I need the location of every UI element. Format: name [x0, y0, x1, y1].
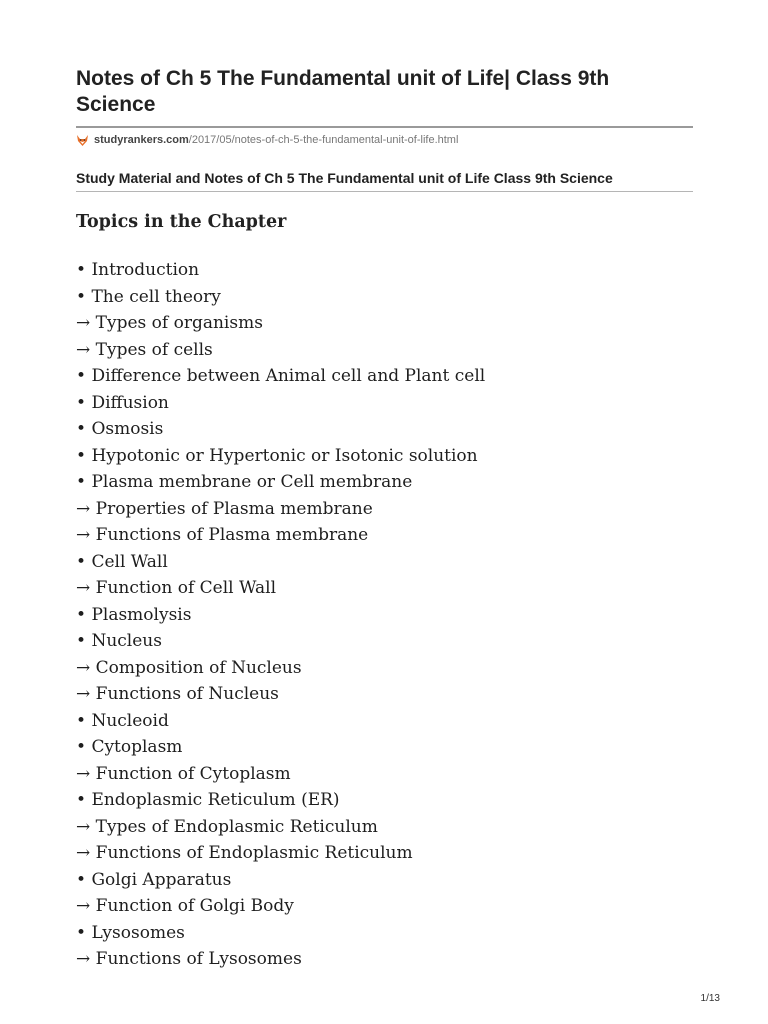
document-subtitle: Study Material and Notes of Ch 5 The Fundamental unit of Life Class 9th Science	[76, 170, 613, 186]
topic-text: Composition of Nucleus	[95, 657, 302, 678]
topic-text: Golgi Apparatus	[91, 869, 232, 890]
bullet-marker: •	[76, 869, 87, 890]
topic-text: Introduction	[91, 260, 200, 280]
arrow-marker: →	[76, 816, 91, 837]
list-item	[76, 814, 485, 841]
topic-text: Types of Endoplasmic Reticulum	[95, 816, 378, 837]
arrow-marker: →	[76, 498, 91, 519]
bullet-marker: •	[76, 419, 87, 439]
bullet-marker: •	[76, 260, 87, 280]
arrow-marker: →	[76, 578, 91, 598]
topic-text: Difference between Animal cell and Plant cell	[91, 366, 486, 386]
arrow-marker: →	[76, 843, 91, 863]
topic-text: Lysosomes	[91, 922, 185, 943]
bullet-marker: •	[76, 922, 87, 943]
bullet-marker: •	[76, 551, 87, 572]
list-item	[76, 469, 485, 496]
topic-text: Functions of Lysosomes	[95, 949, 302, 969]
list-item	[76, 840, 485, 867]
topic-text: Hypotonic or Hypertonic or Isotonic solution	[91, 445, 478, 466]
topic-text: Functions of Plasma membrane	[95, 525, 369, 545]
section-heading: Topics in the Chapter	[76, 212, 287, 232]
bullet-marker: •	[76, 604, 87, 625]
topic-text: Functions of Nucleus	[95, 684, 279, 704]
topic-text: Plasmolysis	[91, 604, 192, 625]
list-item	[76, 337, 485, 364]
list-item	[76, 549, 485, 576]
arrow-marker: →	[76, 896, 91, 916]
list-item	[76, 920, 485, 947]
bullet-marker: •	[76, 366, 87, 386]
page-number: 1/13	[700, 993, 720, 1004]
arrow-marker: →	[76, 313, 91, 333]
topic-text: Function of Golgi Body	[95, 896, 294, 916]
list-item	[76, 416, 485, 443]
topic-text: Nucleoid	[91, 710, 169, 731]
list-item	[76, 496, 485, 523]
list-item	[76, 310, 485, 337]
list-item	[76, 443, 485, 470]
document-page	[76, 0, 693, 1024]
arrow-marker: →	[76, 339, 91, 360]
list-item	[76, 708, 485, 735]
topic-text: Function of Cell Wall	[95, 578, 277, 598]
topic-text: Endoplasmic Reticulum (ER)	[91, 790, 340, 810]
list-item	[76, 946, 485, 973]
list-item	[76, 602, 485, 629]
bullet-marker: •	[76, 737, 87, 757]
bullet-marker: •	[76, 631, 87, 651]
arrow-marker: →	[76, 949, 91, 969]
topic-text: Osmosis	[91, 419, 164, 439]
list-item	[76, 522, 485, 549]
list-item	[76, 867, 485, 894]
arrow-marker: →	[76, 684, 91, 704]
fox-icon	[76, 134, 89, 147]
source-url[interactable]	[76, 132, 458, 148]
list-item	[76, 284, 485, 311]
source-domain[interactable]: studyrankers.com	[94, 134, 189, 146]
bullet-marker: •	[76, 286, 87, 307]
bullet-marker: •	[76, 710, 87, 731]
bullet-marker: •	[76, 472, 87, 492]
topic-text: Nucleus	[91, 631, 162, 651]
topic-text: Types of organisms	[95, 313, 263, 333]
arrow-marker: →	[76, 763, 91, 784]
list-item	[76, 655, 485, 682]
bullet-marker: •	[76, 445, 87, 466]
topic-text: Types of cells	[95, 339, 213, 360]
source-path[interactable]: /2017/05/notes-of-ch-5-the-fundamental-unit-of-life.html	[188, 134, 459, 146]
topic-text: Plasma membrane or Cell membrane	[91, 472, 413, 492]
list-item	[76, 681, 485, 708]
arrow-marker: →	[76, 525, 91, 545]
subtitle-divider	[76, 191, 693, 192]
arrow-marker: →	[76, 657, 91, 678]
list-item	[76, 257, 485, 284]
topic-text: Cell Wall	[91, 551, 168, 572]
topic-text: Functions of Endoplasmic Reticulum	[95, 843, 413, 863]
title-divider	[76, 126, 693, 128]
topic-text: Diffusion	[91, 392, 169, 413]
bullet-marker: •	[76, 392, 87, 413]
list-item	[76, 575, 485, 602]
list-item	[76, 787, 485, 814]
list-item	[76, 761, 485, 788]
list-item	[76, 628, 485, 655]
list-item	[76, 893, 485, 920]
topic-text: Function of Cytoplasm	[95, 763, 291, 784]
bullet-marker: •	[76, 790, 87, 810]
page-title: Notes of Ch 5 The Fundamental unit of Life| Class 9th Science	[76, 67, 610, 116]
list-item	[76, 734, 485, 761]
list-item	[76, 363, 485, 390]
topic-text: Cytoplasm	[91, 737, 183, 757]
topic-list	[76, 257, 485, 973]
list-item	[76, 390, 485, 417]
topic-text: Properties of Plasma membrane	[95, 498, 373, 519]
topic-text: The cell theory	[91, 286, 221, 307]
